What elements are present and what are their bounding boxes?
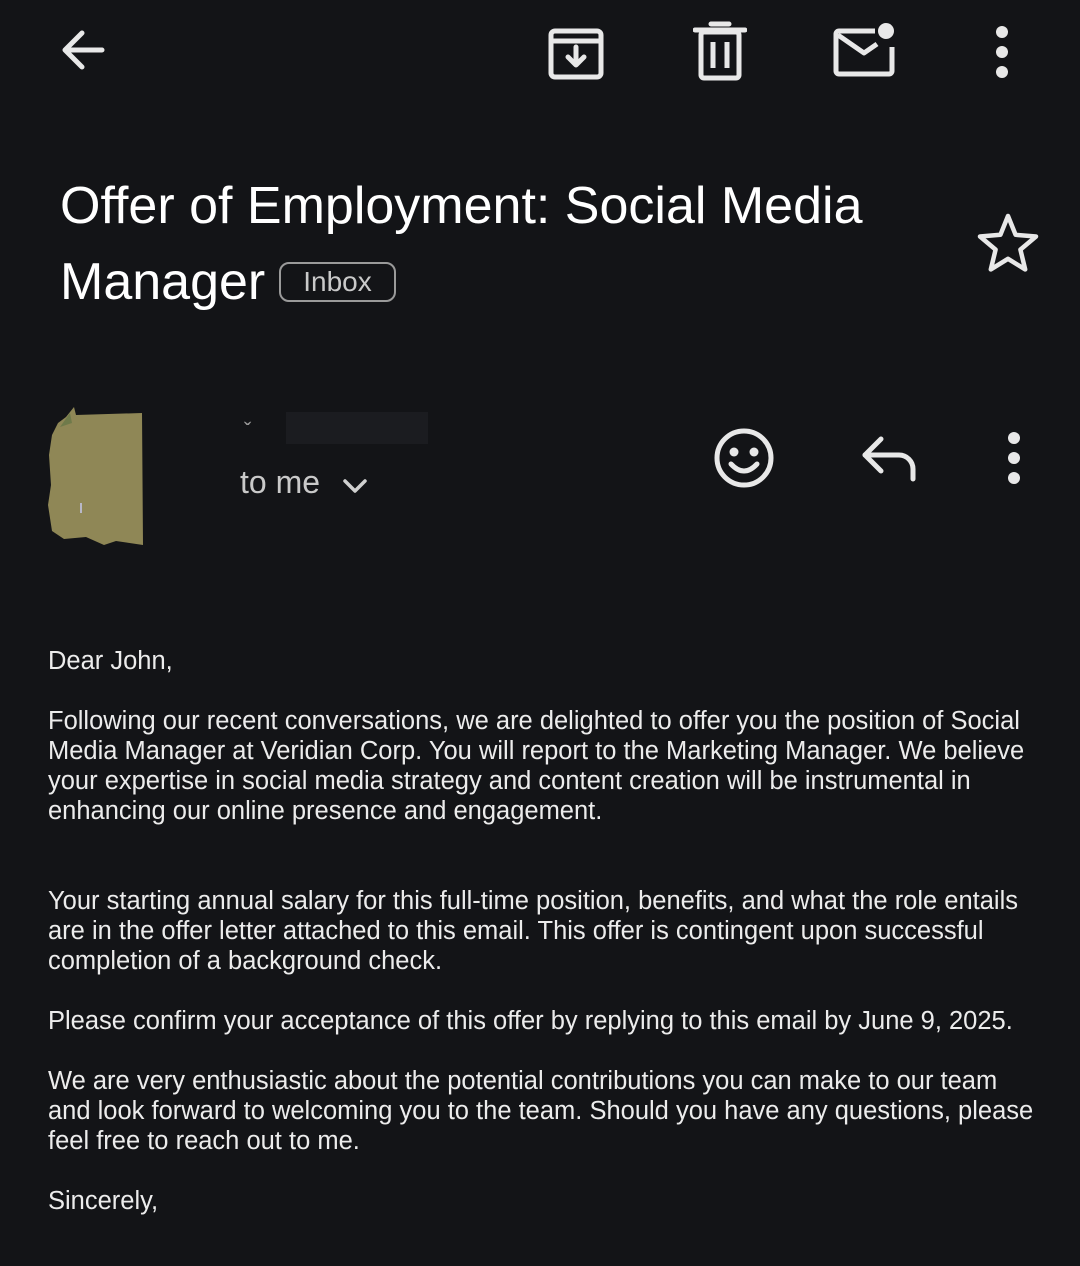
body-paragraph-1: Following our recent conversations, we are delighted to offer you the position of Social Media Manager at Veridian Corp. You will report to the Marketing Manager. We believe your expertise in social media strategy and content creation will be instrumental in enhancing our online presence and engagement.: [48, 707, 1025, 825]
email-body: [48, 646, 1038, 1246]
subject-header: [60, 168, 940, 320]
avatar-image: [46, 405, 146, 550]
body-paragraph-2: Your starting annual salary for this full-time position, benefits, and what the role entails are in the offer letter attached to this email. This offer is contingent upon successful completion of a background check.: [48, 887, 1019, 975]
sender-name-redacted: [286, 412, 428, 444]
delete-button[interactable]: [688, 18, 752, 84]
chevron-down-icon: [342, 477, 368, 495]
back-button[interactable]: [50, 22, 114, 78]
greeting: Dear John,: [48, 647, 173, 675]
arrow-left-icon: [56, 24, 108, 76]
recipient-details-toggle[interactable]: [240, 464, 368, 501]
mail-unread-icon: [831, 19, 899, 81]
body-paragraph-4: We are very enthusiastic about the potential contributions you can make to our team and look forward to welcoming you to the team. Should you have any questions, please feel free to reach out to me.: [48, 1067, 1034, 1155]
mark-unread-button[interactable]: [830, 18, 900, 82]
more-vert-icon: [992, 24, 1012, 80]
more-vert-icon: [1004, 431, 1024, 485]
star-button[interactable]: [976, 212, 1040, 277]
body-paragraph-3: Please confirm your acceptance of this offer by replying to this email by June 9, 2025.: [48, 1007, 1013, 1035]
trash-icon: [693, 20, 747, 82]
inbox-label-chip[interactable]: Inbox: [279, 262, 396, 302]
closing: Sincerely,: [48, 1187, 159, 1215]
reply-icon: [859, 433, 919, 483]
email-subject: [60, 168, 940, 320]
archive-button[interactable]: [544, 20, 608, 84]
sender-avatar[interactable]: [46, 405, 146, 550]
emoji-icon: [712, 426, 776, 490]
top-toolbar: [0, 0, 1080, 110]
reply-button[interactable]: [856, 430, 922, 486]
archive-icon: [547, 23, 605, 81]
add-reaction-button[interactable]: [710, 424, 778, 492]
subject-text: Offer of Employment: Social Media Manager: [60, 177, 863, 311]
sender-name-redaction-mark: ˇ: [244, 418, 252, 443]
message-more-options-button[interactable]: [994, 428, 1034, 488]
star-outline-icon: [976, 212, 1040, 272]
more-options-button[interactable]: [982, 20, 1022, 84]
recipient-text: to me: [240, 464, 321, 500]
